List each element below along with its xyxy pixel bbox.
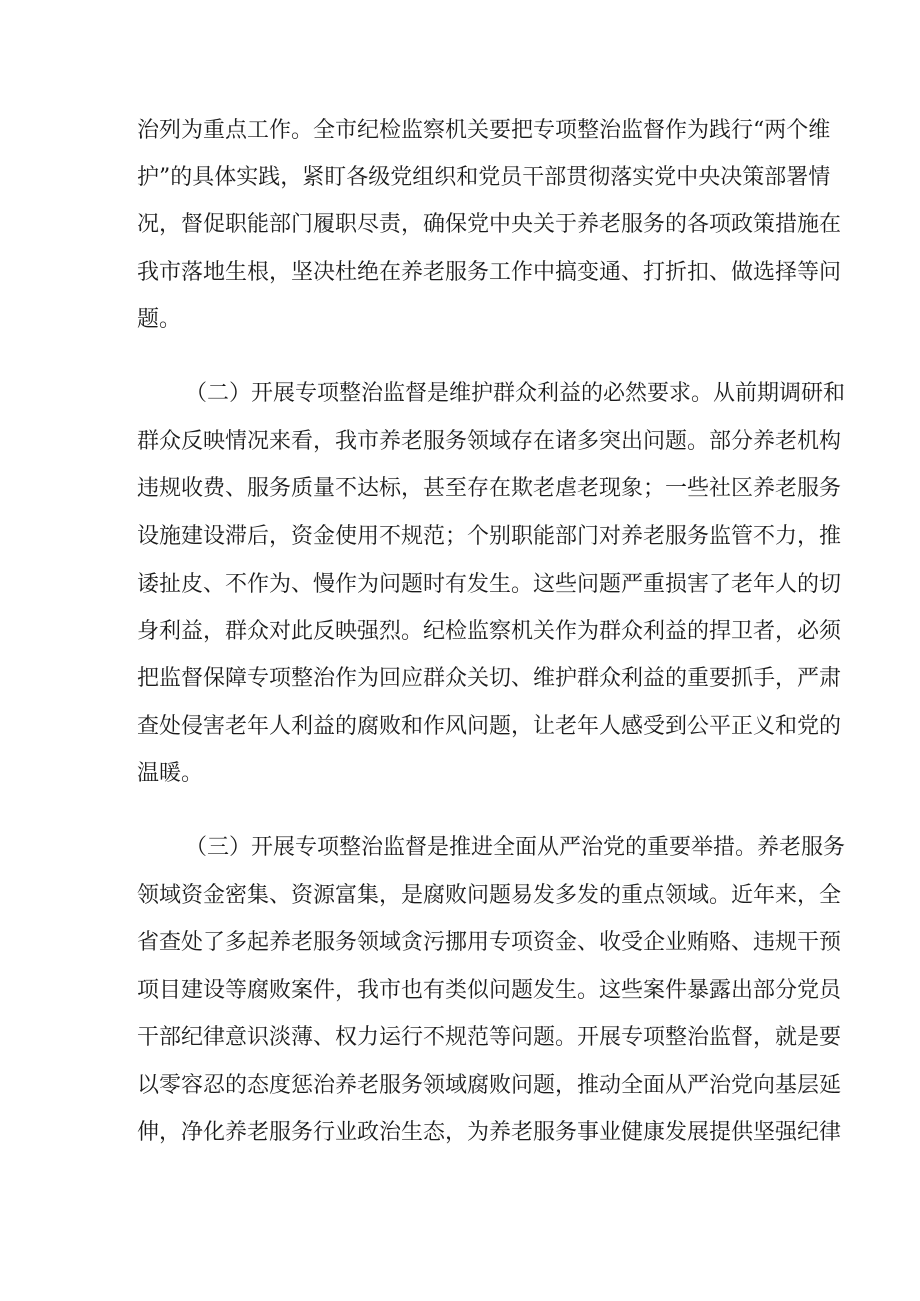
- paragraph-1-line-3: 况，督促职能部门履职尽责，确保党中央关于养老服务的各项政策措施在: [137, 212, 842, 237]
- paragraph-2-line-7: 把监督保障专项整治作为回应群众关切、维护群众利益的重要抓手，严肃: [137, 666, 842, 691]
- paragraph-1-line-2: 护”的具体实践，紧盯各级党组织和党员干部贯彻落实党中央决策部署情: [137, 165, 831, 190]
- paragraph-3-line-2: 领域资金密集、资源富集，是腐败问题易发多发的重点领域。近年来，全: [137, 883, 842, 908]
- paragraph-2-line-5: 诿扯皮、不作为、慢作为问题时有发生。这些问题严重损害了老年人的切: [137, 572, 842, 597]
- paragraph-2-line-2: 群众反映情况来看，我市养老服务领域存在诸多突出问题。部分养老机构: [137, 429, 842, 454]
- paragraph-3-line-3: 省查处了多起养老服务领域贪污挪用专项资金、收受企业贿赂、违规干预: [137, 930, 842, 955]
- paragraph-3-line-7: 伸，净化养老服务行业政治生态，为养老服务事业健康发展提供坚强纪律: [137, 1120, 842, 1145]
- paragraph-2-line-9: 温暖。: [137, 761, 204, 786]
- paragraph-2-line-1: （二）开展专项整治监督是维护群众利益的必然要求。从前期调研和: [185, 381, 846, 406]
- paragraph-1-line-5: 题。: [137, 307, 182, 332]
- paragraph-2-line-6: 身利益，群众对此反映强烈。纪检监察机关作为群众利益的捍卫者，必须: [137, 619, 842, 644]
- paragraph-2-line-8: 查处侵害老年人利益的腐败和作风问题，让老年人感受到公平正义和党的: [137, 714, 842, 739]
- paragraph-2-line-4: 设施建设滞后，资金使用不规范；个别职能部门对养老服务监管不力，推: [137, 524, 842, 549]
- paragraph-1-line-4: 我市落地生根，坚决杜绝在养老服务工作中搞变通、打折扣、做选择等问: [137, 260, 842, 285]
- paragraph-3-line-6: 以零容忍的态度惩治养老服务领域腐败问题，推动全面从严治党向基层延: [137, 1073, 842, 1098]
- paragraph-1-line-1: 治列为重点工作。全市纪检监察机关要把专项整治监督作为践行“两个维: [137, 118, 831, 143]
- paragraph-3-line-5: 干部纪律意识淡薄、权力运行不规范等问题。开展专项整治监督，就是要: [137, 1025, 842, 1050]
- paragraph-3-line-4: 项目建设等腐败案件，我市也有类似问题发生。这些案件暴露出部分党员: [137, 978, 842, 1003]
- paragraph-3-line-1: （三）开展专项整治监督是推进全面从严治党的重要举措。养老服务: [185, 835, 846, 860]
- paragraph-2-line-3: 违规收费、服务质量不达标，甚至存在欺老虐老现象；一些社区养老服务: [137, 476, 842, 501]
